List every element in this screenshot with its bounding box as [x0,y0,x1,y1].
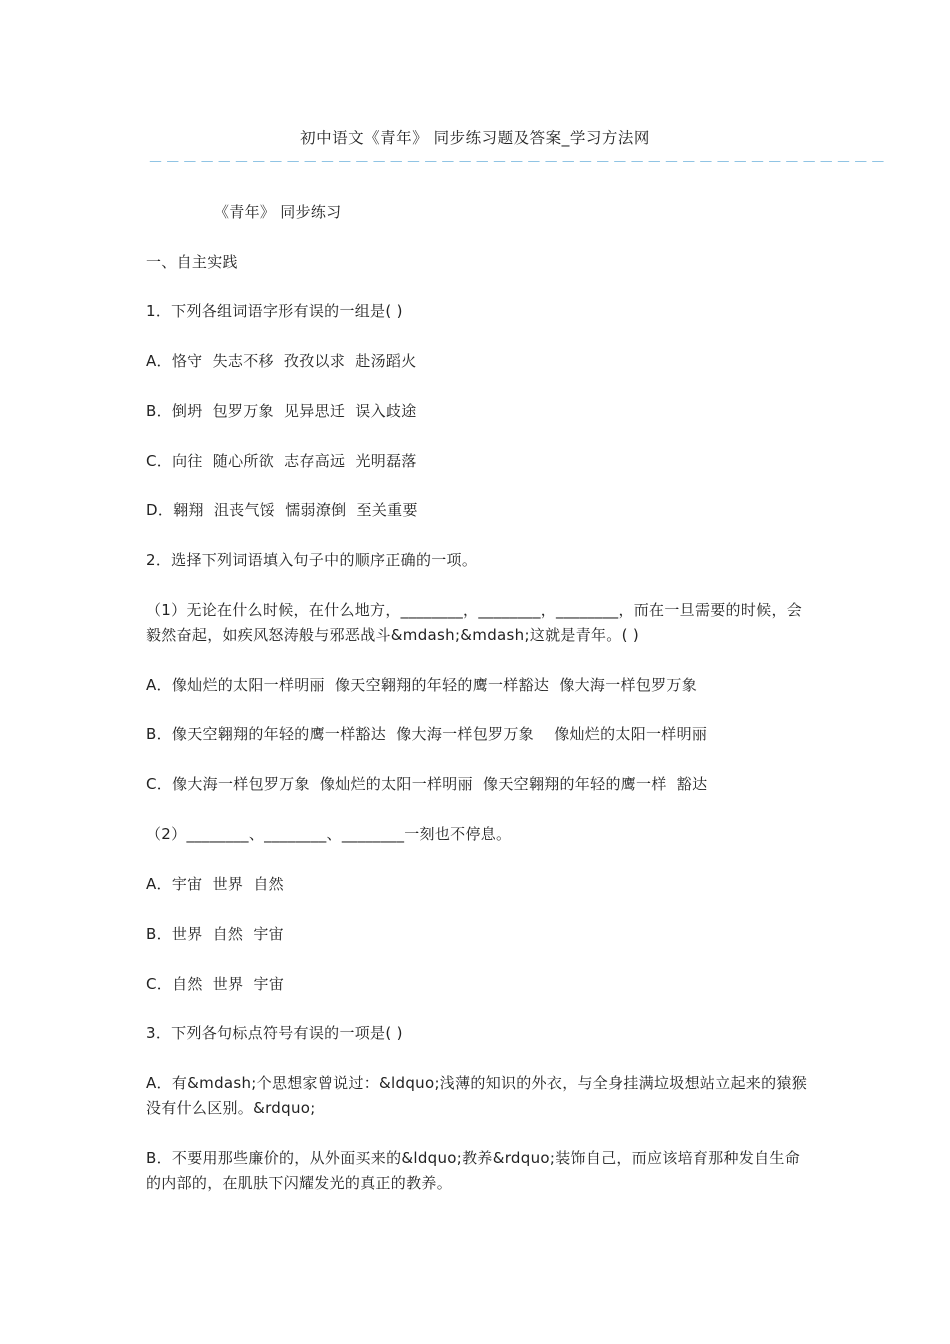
question-1-option-c: C．向往 随心所欲 志存高远 光明磊落 [146,452,417,470]
section-heading: 一、自主实践 [146,253,238,271]
exercise-subtitle: 《青年》 同步练习 [214,203,342,221]
question-2-part-1-option-b: B．像天空翱翔的年轻的鹰一样豁达 像大海一样包罗万象 像灿烂的太阳一样明丽 [146,725,708,743]
question-2-stem: 2．选择下列词语填入句子中的顺序正确的一项。 [146,551,478,569]
question-3-stem: 3．下列各句标点符号有误的一项是( ) [146,1024,403,1042]
title-divider: －－－－－－－－－－－－－－－－－－－－－－－－－－－－－－－－－－－－－－－－－－－ [148,153,888,171]
question-3-option-b: B．不要用那些廉价的，从外面买来的&ldquo;教养&rdquo;装饰自己，而应该培育那种发自生命的内部的，在肌肤下闪耀发光的真正的教养。 [146,1149,801,1192]
question-1-option-a: A．恪守 失志不移 孜孜以求 赴汤蹈火 [146,352,417,370]
document-title: 初中语文《青年》 同步练习题及答案_学习方法网 [300,129,650,147]
question-1-stem: 1．下列各组词语字形有误的一组是( ) [146,302,403,320]
question-3-option-a: A．有&mdash;个思想家曾说过：&ldquo;浅薄的知识的外衣，与全身挂满垃圾想站立起来的猿猴没有什么区别。&rdquo; [146,1074,808,1117]
question-2-part-2-option-c: C．自然 世界 宇宙 [146,975,285,993]
question-1-option-d: D．翱翔 沮丧气馁 懦弱潦倒 至关重要 [146,501,418,519]
question-1-option-b: B．倒坍 包罗万象 见异思迁 误入歧途 [146,402,417,420]
question-2-part-1: （1）无论在什么时候，在什么地方，________，________，________，而在一旦需要的时候，会毅然奋起，如疾风怒涛般与邪恶战斗&mdash;&mdash;这就是青年。( ) [146,601,803,644]
question-2-part-1-option-c: C．像大海一样包罗万象 像灿烂的太阳一样明丽 像天空翱翔的年轻的鹰一样 豁达 [146,775,708,793]
question-2-part-1-option-a: A．像灿烂的太阳一样明丽 像天空翱翔的年轻的鹰一样豁达 像大海一样包罗万象 [146,676,698,694]
question-2-part-2-option-a: A．宇宙 世界 自然 [146,875,284,893]
question-2-part-2: （2）________、________、________一刻也不停息。 [146,825,512,843]
question-2-part-2-option-b: B．世界 自然 宇宙 [146,925,284,943]
